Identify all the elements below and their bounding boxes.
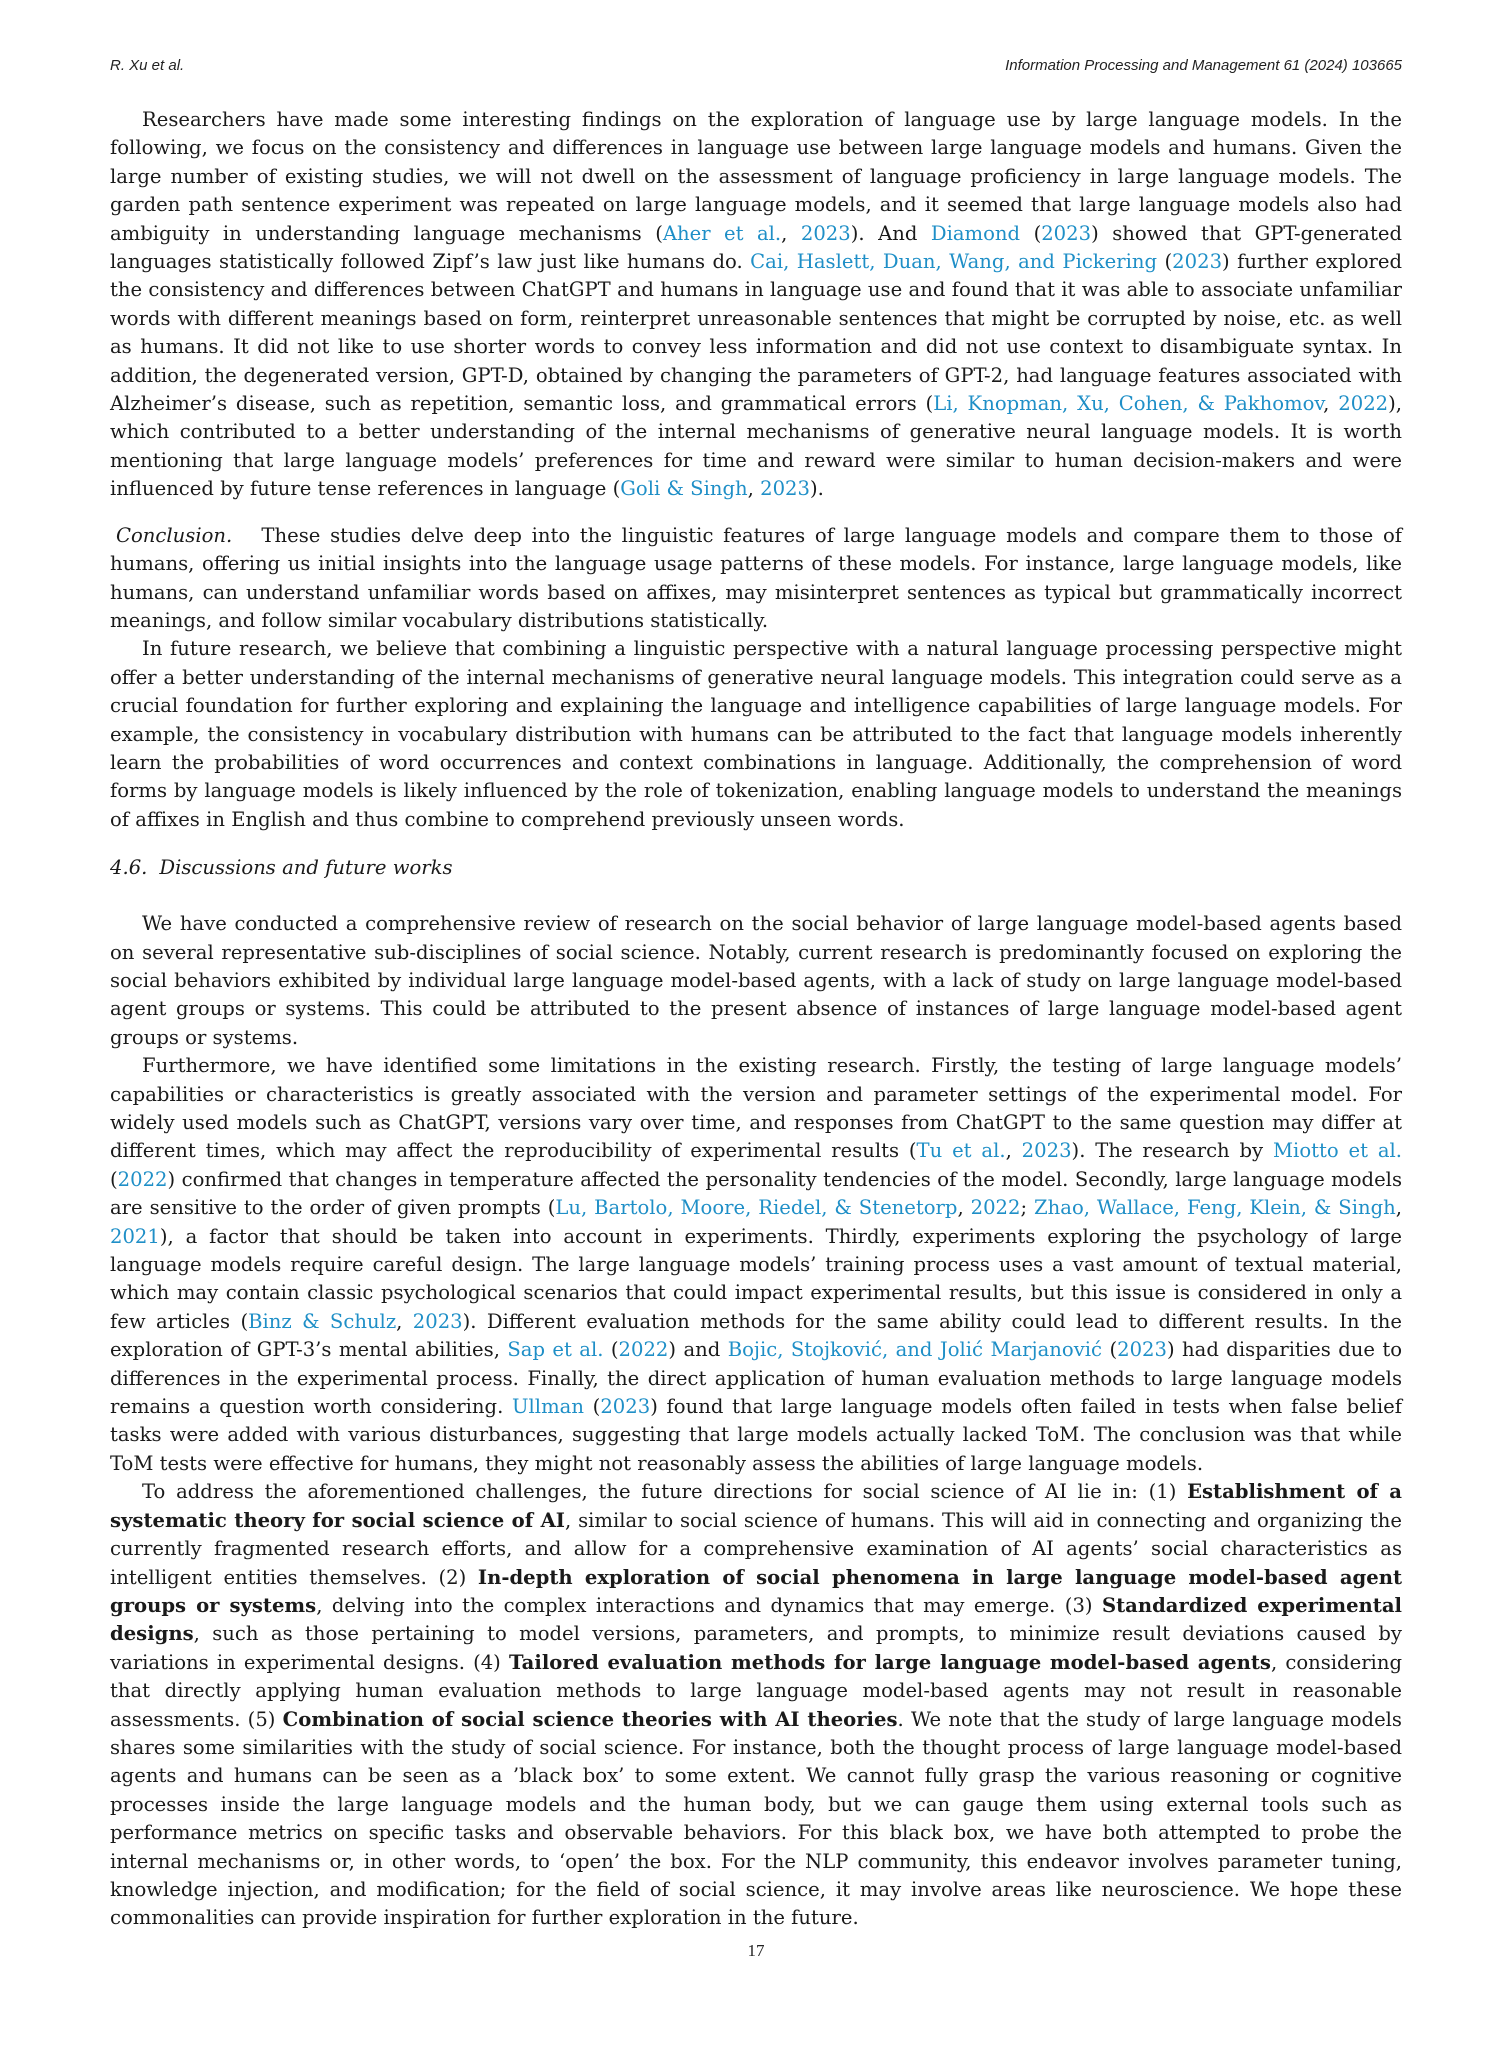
paragraph-future-directions: [110, 1478, 1402, 1933]
citation-link[interactable]: Bojic, Stojković, and Jolić Marjanović: [727, 1338, 1103, 1362]
text-run: , delving into the complex interactions and dynamics that may emerge. (3): [316, 1593, 1102, 1617]
text-run: Researchers have made some interesting findings on the exploration of language use by large language models. In the following, we focus on the consistency and differences in language use between large language models and humans. Given the large number of existing studies, we will not dwell on the assessment of language proficiency in large language models. The garden path sentence experiment was repeated on large language models, and it seemed that large language models also had ambiguity in understanding language mechanisms (: [110, 108, 1402, 245]
paragraph-language-use: [110, 106, 1402, 504]
citation-year-link[interactable]: 2023: [1021, 1139, 1072, 1163]
header-authors: R. Xu et al.: [110, 57, 185, 74]
text-run: ) further explored the consistency and differences between ChatGPT and humans in language use and found that it was able to associate unfamiliar words with different meanings based on form, reinterpret unreasonable sentences that might be corrupted by noise, etc. as well as humans. It did not like to use shorter words to convey less information and did not use context to disambiguate syntax. In addition, the degenerated version, GPT-D, obtained by changing the parameters of GPT-2, had language features associated with Alzheimer’s disease, such as repetition, semantic loss, and grammatical errors (: [110, 250, 1403, 416]
text-run: ) had disparities due to differences in the experimental process. Finally, the direct application of human evaluation methods to large language models remains a question worth considering.: [110, 1338, 1403, 1419]
text-run: ,: [1323, 392, 1339, 416]
text-run: ,: [747, 477, 761, 501]
citation-link[interactable]: Zhao, Wallace, Feng, Klein, & Singh: [1034, 1196, 1396, 1220]
citation-year-link[interactable]: 2023: [600, 1395, 651, 1419]
citation-year-link[interactable]: 2022: [618, 1338, 669, 1362]
page-body: [110, 106, 1402, 1933]
citation-link[interactable]: Diamond: [930, 221, 1021, 245]
citation-year-link[interactable]: 2023: [412, 1309, 463, 1333]
paragraph-review-summary: We have conducted a comprehensive review of research on the social behavior of large language model-based agents based on several representative sub-disciplines of social science. Notably, current research is predominantly focused on exploring the social behaviors exhibited by individual large language model-based agents, with a lack of study on large language model-based agent groups or systems. This could be attributed to the present absence of instances of large language model-based agent groups or systems.: [110, 912, 1402, 1049]
text-run: ) confirmed that changes in temperature affected the personality tendencies of the model. Secondly, large language models are sensitive to the order of given prompts (: [110, 1167, 1402, 1220]
text-run: ,: [957, 1196, 971, 1220]
text-run: ) found that large language models often failed in tests when false belief tasks were added with various disturbances, suggesting that large models actually lacked ToM. The conclusion was that while ToM tests were effective for humans, they might not reasonably assess the abilities of large language models.: [110, 1395, 1403, 1475]
text-run: ,: [396, 1309, 413, 1333]
text-run: ), which contributed to a better understanding of the internal mechanisms of generative neural language models. It is worth mentioning that large language models’ preferences for time and reward were similar to human decision-makers and were influenced by future tense references in language (: [110, 392, 1403, 501]
text-run: ) showed that GPT-generated languages statistically followed Zipf’s law just like humans do.: [110, 221, 1402, 274]
section-number: 4.6.: [110, 856, 148, 880]
text-run: (: [1020, 221, 1042, 245]
running-header: [110, 57, 1402, 79]
citation-year-link[interactable]: 2023: [800, 221, 851, 245]
citation-year-link[interactable]: 2023: [760, 477, 810, 501]
text-run: ). Different evaluation methods for the same ability could lead to different results. In the exploration of GPT-3’s mental abilities,: [110, 1309, 1402, 1362]
citation-year-link[interactable]: 2021: [110, 1224, 160, 1248]
text-run: (: [1102, 1338, 1118, 1362]
emphasis-direction-1: Establishment of a systematic theory for social science of AI: [110, 1480, 1402, 1532]
emphasis-direction-2: In-depth exploration of social phenomena in large language model-based agent groups or systems: [110, 1565, 1402, 1617]
text-run: ,: [1005, 1139, 1022, 1163]
text-run: , such as those pertaining to model versions, parameters, and prompts, to minimize result deviations caused by variations in experimental designs. (4): [110, 1622, 1402, 1674]
citation-link[interactable]: Li, Knopman, Xu, Cohen, & Pakhomov: [933, 392, 1324, 416]
citation-year-link[interactable]: 2022: [970, 1196, 1021, 1220]
text-run: These studies delve deep into the linguistic features of large language models and compare them to those of humans, offering us initial insights into the language usage patterns of these models. For instance, large language models, like humans, can understand unfamiliar words based on affixes, may misinterpret sentences as typical but grammatically incorrect meanings, and follow similar vocabulary distributions statistically.: [110, 523, 1402, 632]
emphasis-direction-4: Tailored evaluation methods for large language model-based agents: [508, 1650, 1271, 1674]
text-run: , similar to social science of humans. This will aid in connecting and organizing the currently fragmented research efforts, and allow for a comprehensive examination of AI agents’ social characteristics as intelligent entities themselves. (2): [110, 1508, 1402, 1589]
paragraph-limitations: [110, 1052, 1402, 1478]
citation-link[interactable]: Cai, Haslett, Duan, Wang, and Pickering: [750, 250, 1158, 274]
paragraph-conclusion: [110, 522, 1402, 636]
citation-link[interactable]: Tu et al.: [916, 1139, 1006, 1163]
page-number: 17: [747, 1941, 765, 1960]
text-run: ,: [781, 221, 801, 245]
text-run: ;: [1020, 1196, 1035, 1220]
text-run: (: [1157, 250, 1173, 274]
text-run: ) and: [668, 1338, 728, 1362]
text-run: (: [583, 1395, 601, 1419]
emphasis-direction-5: Combination of social science theories with AI theories: [282, 1707, 898, 1731]
text-run: (: [603, 1338, 619, 1362]
section-title: Discussions and future works: [159, 856, 453, 880]
paragraph-lead-conclusion: Conclusion.: [116, 523, 233, 547]
citation-year-link[interactable]: 2022: [1338, 392, 1389, 416]
citation-link[interactable]: Goli & Singh: [620, 477, 748, 501]
text-run: ,: [1395, 1196, 1402, 1220]
text-run: To address the aforementioned challenges, the future directions for social science of AI lie in: (1): [142, 1480, 1188, 1504]
text-run: Furthermore, we have identified some limitations in the existing research. Firstly, the testing of large language models’ capabilities or characteristics is greatly associated with the version and parameter settings of the experimental model. For widely used models such as ChatGPT, versions vary over time, and responses from ChatGPT to the same question may differ at different times, which may affect the reproducibility of experimental results (: [110, 1054, 1402, 1163]
citation-link[interactable]: Miotto et al.: [1272, 1139, 1403, 1163]
header-journal: Information Processing and Management 61 (2024) 103665: [1005, 57, 1402, 74]
citation-link[interactable]: Binz & Schulz: [248, 1309, 397, 1333]
text-run: ).: [809, 477, 824, 501]
citation-link[interactable]: Ullman: [512, 1395, 584, 1419]
citation-link[interactable]: Sap et al.: [507, 1338, 604, 1362]
citation-link[interactable]: Lu, Bartolo, Moore, Riedel, & Stenetorp: [555, 1196, 958, 1220]
citation-year-link[interactable]: 2023: [1117, 1338, 1167, 1362]
citation-year-link[interactable]: 2022: [117, 1167, 168, 1191]
text-run: ), a factor that should be taken into account in experiments. Thirdly, experiments exploring the psychology of large language models require careful design. The large language models’ training process uses a vast amount of textual material, which may contain classic psychological scenarios that could impact experimental results, but this issue is considered in only a few articles (: [110, 1224, 1402, 1333]
text-run: ). The research by: [1071, 1139, 1273, 1163]
text-run: (: [110, 1167, 118, 1191]
text-run: , considering that directly applying human evaluation methods to large language model-based agents may not result in reasonable assessments. (5): [110, 1650, 1402, 1731]
citation-year-link[interactable]: 2023: [1172, 250, 1223, 274]
emphasis-direction-3: Standardized experimental designs: [110, 1593, 1402, 1646]
citation-year-link[interactable]: 2023: [1041, 221, 1092, 245]
citation-link[interactable]: Aher et al.: [662, 221, 782, 245]
text-run: ). And: [850, 221, 931, 245]
text-run: . We note that the study of large language models shares some similarities with the study of social science. For instance, both the thought process of large language model-based agents and humans can be seen as a ’black box’ to some extent. We cannot fully grasp the various reasoning or cognitive processes inside the large language models and the human body, but we can gauge them using external tools such as performance metrics on specific tasks and observable behaviors. For this black box, we have both attempted to probe the internal mechanisms or, in other words, to ‘open’ the box. For the NLP community, this endeavor involves parameter tuning, knowledge injection, and modification; for the field of social science, it may involve areas like neuroscience. We hope these commonalities can provide inspiration for further exploration in the future.: [110, 1707, 1402, 1930]
section-heading: [110, 854, 1402, 882]
paragraph-future-research: In future research, we believe that combining a linguistic perspective with a natural language processing perspective might offer a better understanding of the internal mechanisms of generative neural language models. This integration could serve as a crucial foundation for further exploring and explaining the language and intelligence capabilities of large language models. For example, the consistency in vocabulary distribution with humans can be attributed to the fact that language models inherently learn the probabilities of word occurrences and context combinations in language. Additionally, the comprehension of word forms by language models is likely influenced by the role of tokenization, enabling language models to understand the meanings of affixes in English and thus combine to comprehend previously unseen words.: [110, 637, 1402, 831]
